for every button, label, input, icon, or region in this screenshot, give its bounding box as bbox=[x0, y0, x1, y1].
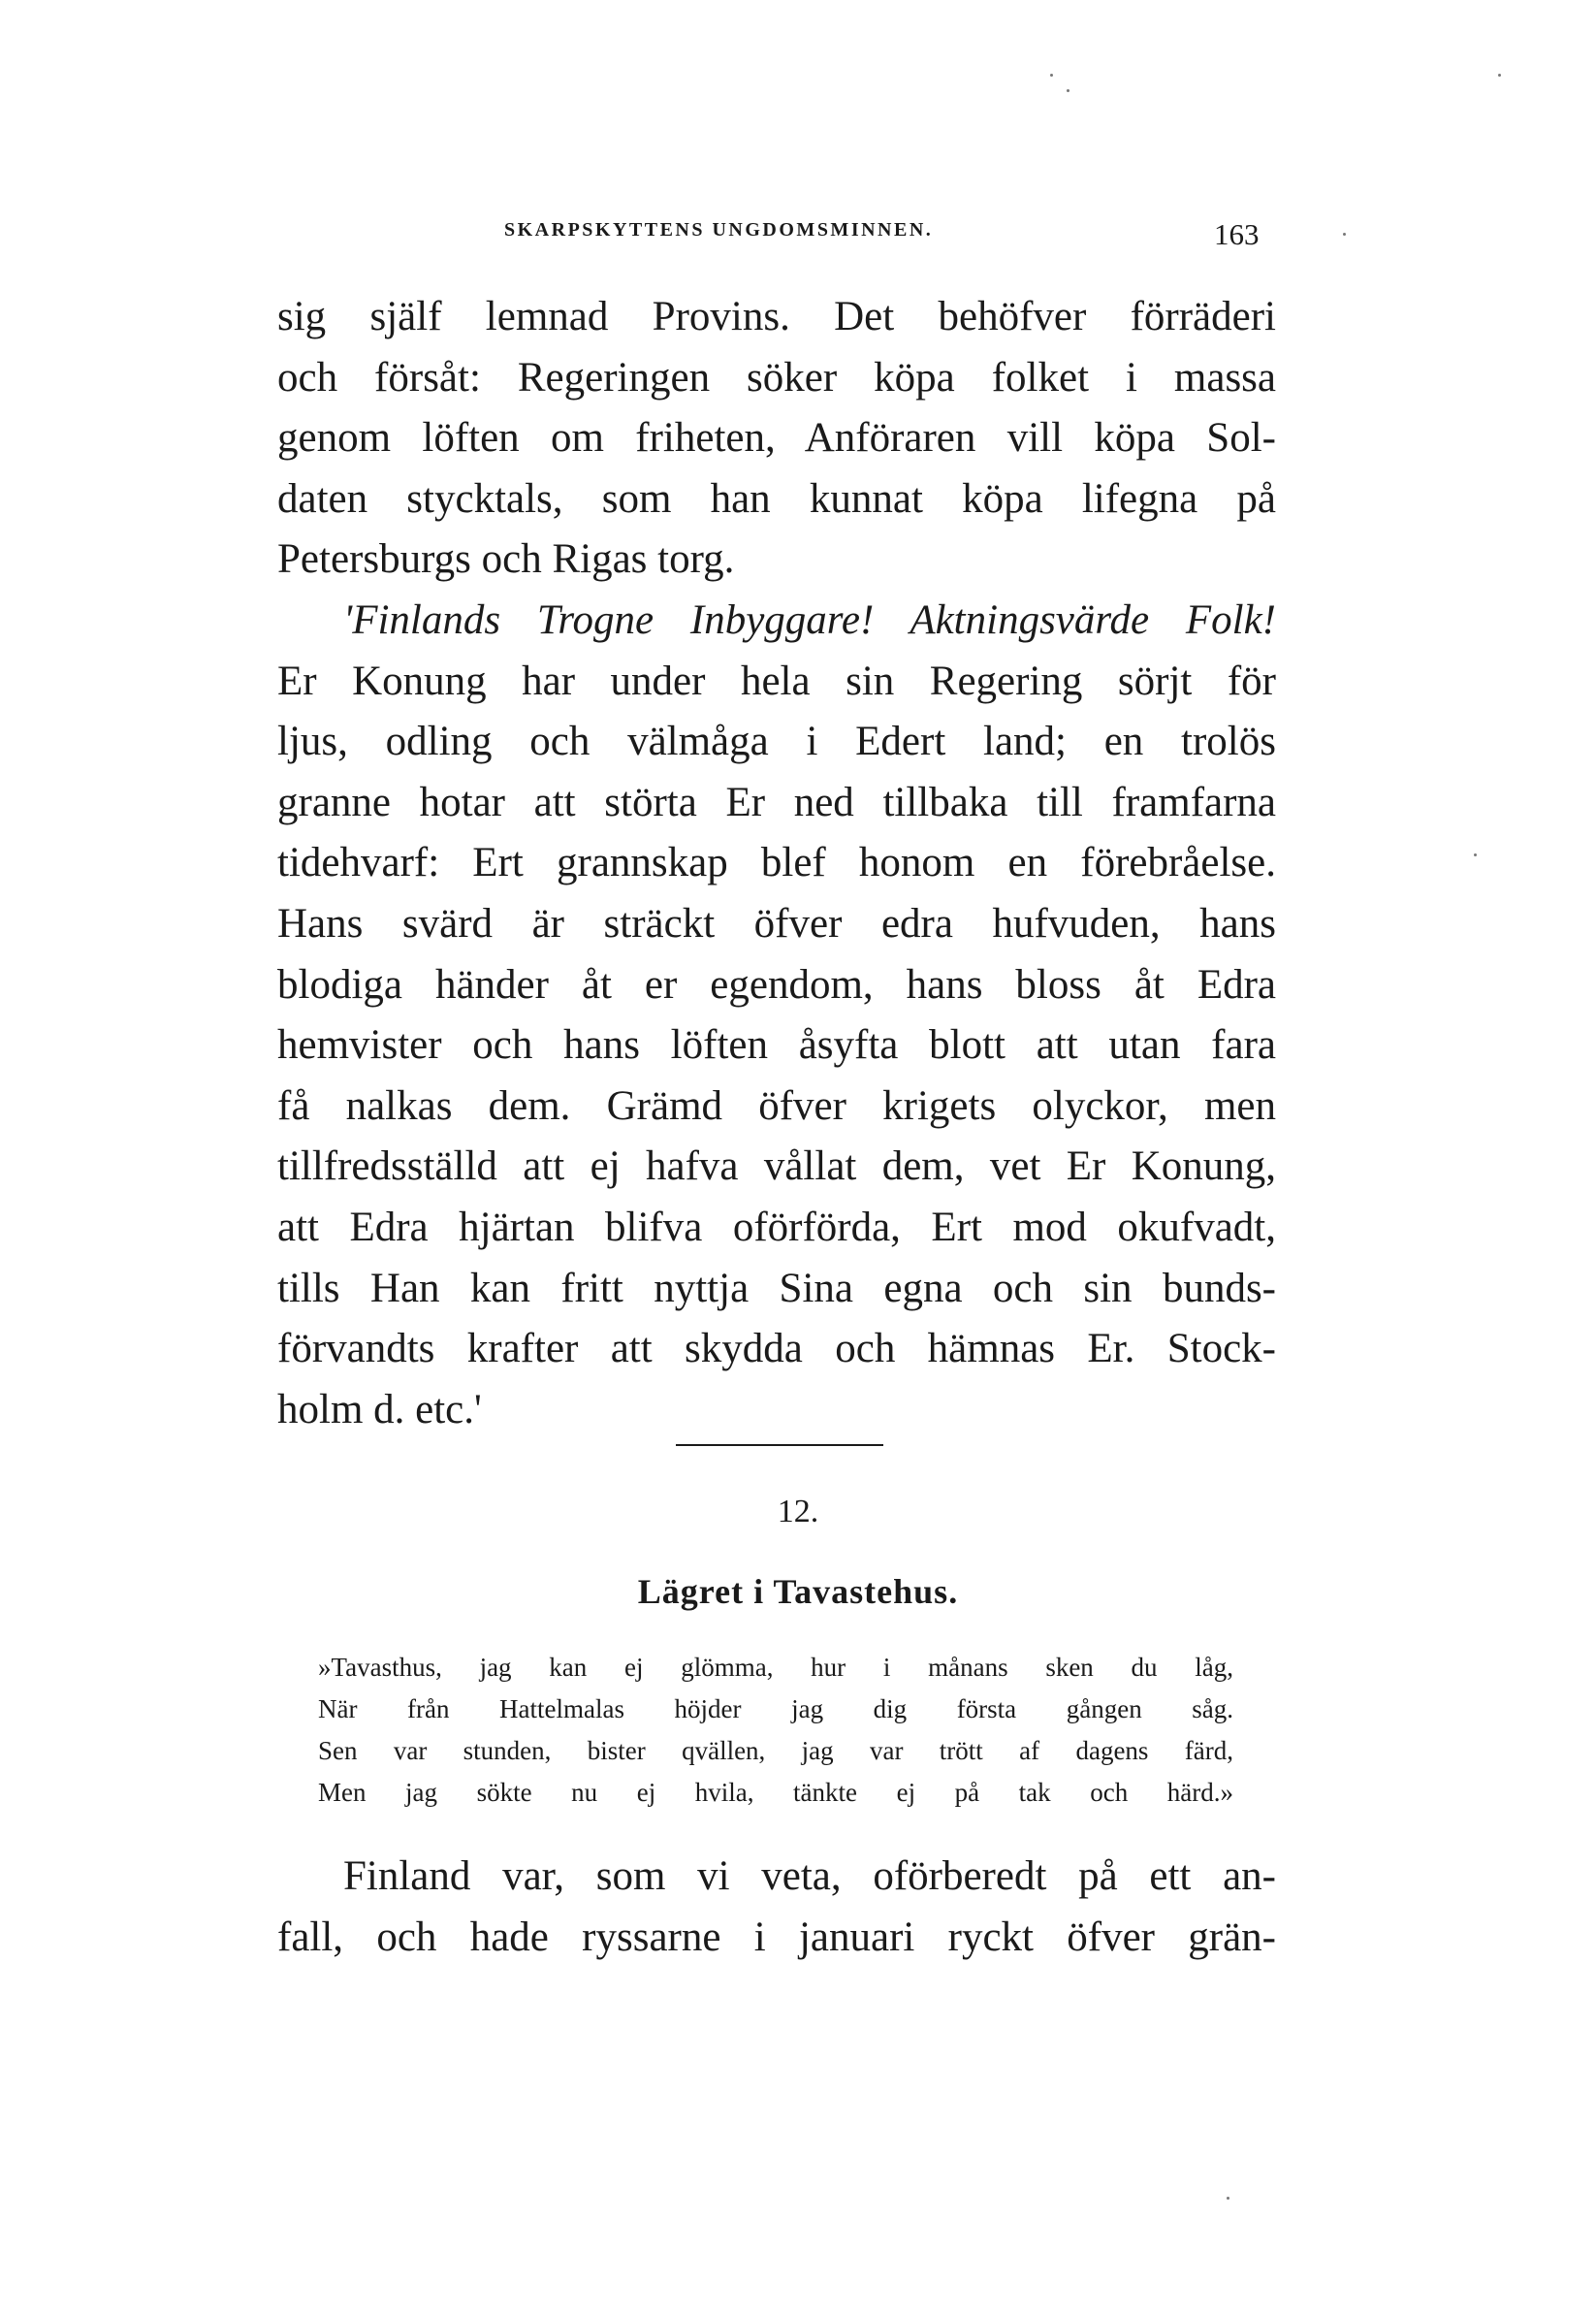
text-line: att Edra hjärtan blifva oförförda, Ert mod okufvadt, bbox=[277, 1204, 1276, 1250]
epigraph-line: Sen var stunden, bister qvällen, jag var trött af dagens färd, bbox=[318, 1736, 1233, 1765]
text-line: få nalkas dem. Grämd öfver krigets olyckor, men bbox=[277, 1082, 1276, 1129]
proclamation-opening: 'Finlands Trogne Inbyggare! Aktningsvärde Folk! bbox=[343, 596, 1276, 643]
text-line: ljus, odling och välmåga i Edert land; en trolös bbox=[277, 719, 1276, 765]
main-text bbox=[277, 287, 1276, 1440]
page-number: 163 bbox=[1214, 217, 1260, 251]
chapter-title: Lägret i Tavastehus. bbox=[637, 1572, 959, 1611]
text-line: holm d. etc.' bbox=[277, 1386, 482, 1432]
text-line: daten stycktals, som han kunnat köpa lifegna på bbox=[277, 475, 1276, 522]
running-title: SKARPSKYTTENS UNGDOMSMINNEN. bbox=[504, 219, 934, 241]
text-line: blodiga händer åt er egendom, hans bloss åt Edra bbox=[277, 961, 1276, 1008]
text-line: förvandts krafter att skydda och hämnas Er. Stock- bbox=[277, 1326, 1276, 1372]
epigraph-line: »Tavasthus, jag kan ej glömma, hur i månans sken du låg, bbox=[318, 1653, 1233, 1682]
text-line: tillfredsställd att ej hafva vållat dem, vet Er Konung, bbox=[277, 1143, 1276, 1190]
scan-speck bbox=[1343, 233, 1346, 236]
epigraph bbox=[318, 1647, 1233, 1814]
text-line: Petersburgs och Rigas torg. bbox=[277, 536, 735, 583]
scan-speck bbox=[1050, 74, 1053, 77]
chapter-number: 12. bbox=[777, 1494, 819, 1529]
text-line: och försåt: Regeringen söker köpa folket i massa bbox=[277, 354, 1276, 401]
section-divider bbox=[676, 1444, 883, 1446]
scan-speck bbox=[1474, 853, 1477, 856]
text-line: Er Konung har under hela sin Regering sörjt för bbox=[277, 658, 1276, 704]
text-line: Finland var, som vi veta, oförberedt på ett an- bbox=[343, 1853, 1276, 1899]
text-line: genom löften om friheten, Anföraren vill köpa Sol- bbox=[277, 415, 1276, 462]
text-line: tills Han kan fritt nyttja Sina egna och sin bunds- bbox=[277, 1265, 1276, 1311]
scan-speck bbox=[1067, 89, 1069, 92]
text-line: granne hotar att störta Er ned tillbaka till framfarna bbox=[277, 779, 1276, 825]
text-line: sig själf lemnad Provins. Det behöfver förräderi bbox=[277, 294, 1276, 339]
epigraph-line: När från Hattelmalas höjder jag dig första gången såg. bbox=[318, 1694, 1233, 1723]
text-line: hemvister och hans löften åsyfta blott att utan fara bbox=[277, 1022, 1276, 1069]
chapter-text bbox=[277, 1847, 1276, 1968]
text-line: fall, och hade ryssarne i januari ryckt öfver grän- bbox=[277, 1914, 1276, 1960]
scan-speck bbox=[1227, 2197, 1229, 2200]
scan-speck bbox=[1498, 74, 1501, 77]
text-line: Hans svärd är sträckt öfver edra hufvuden, hans bbox=[277, 900, 1276, 947]
epigraph-line: Men jag sökte nu ej hvila, tänkte ej på tak och härd.» bbox=[318, 1778, 1233, 1807]
text-line: tidehvarf: Ert grannskap blef honom en förebråelse. bbox=[277, 840, 1276, 886]
